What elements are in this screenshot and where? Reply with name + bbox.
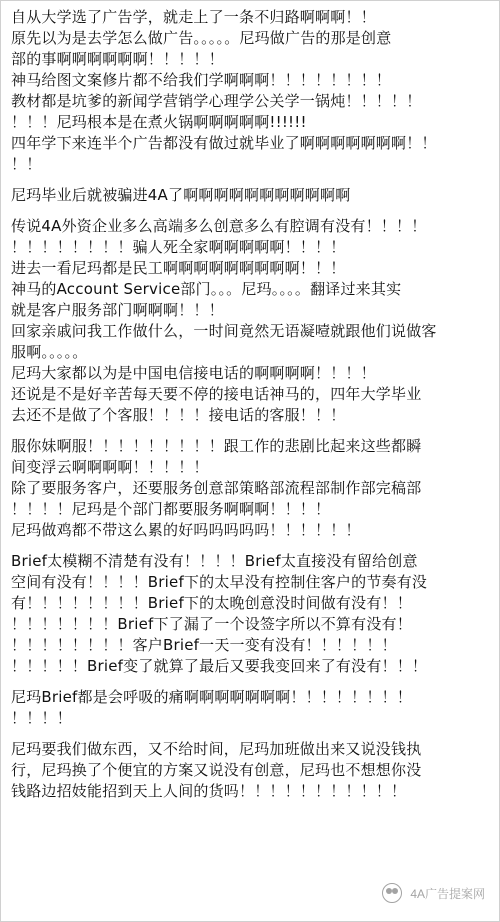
watermark-text: 4A广告提案网 bbox=[410, 886, 485, 901]
text-line: 服你妹啊服！！！！！！！！！跟工作的悲剧比起来这些都瞬 bbox=[11, 437, 422, 455]
text-line: 钱路边招妓能招到天上人间的货吗！！！！！！！！！！！ bbox=[11, 782, 407, 800]
text-line: ！！ bbox=[11, 155, 42, 173]
text-line: 教材都是坑爹的新闻学营销学心理学公关学一锅炖！！！！！ bbox=[11, 92, 422, 110]
text-line: 空间有没有！！！！Brief下的太早没有控制住客户的节奏有没 bbox=[11, 573, 428, 591]
text-line: 除了要服务客户，还要服务创意部策略部流程部制作部完稿部 bbox=[11, 479, 422, 497]
paragraph bbox=[11, 551, 489, 677]
text-line: 还说是不是好辛苦每天要不停的接电话神马的，四年大学毕业 bbox=[11, 385, 422, 403]
text-line: 尼玛Brief都是会呼吸的痛啊啊啊啊啊啊啊！！！！！！！！ bbox=[11, 688, 412, 706]
text-line: ！！！！！！！！骗人死全家啊啊啊啊啊！！！！ bbox=[11, 238, 346, 256]
text-line: 行，尼玛换了个便宜的方案又说没有创意，尼玛也不想想你没 bbox=[11, 761, 422, 779]
text-line: 回家亲戚问我工作做什么，一时间竟然无语凝噎就跟他们说做客 bbox=[11, 322, 437, 340]
text-line: ！！！！！！！Brief下了漏了一个设签字所以不算有没有！ bbox=[11, 615, 412, 633]
text-line: 有！！！！！！！！Brief下的太晚创意没时间做有没有！！ bbox=[11, 594, 412, 612]
text-line: ！！！！ bbox=[11, 709, 72, 727]
article-body bbox=[11, 7, 489, 812]
paragraph bbox=[11, 7, 489, 175]
watermark bbox=[382, 883, 487, 903]
text-line: 尼玛做鸡都不带这么累的好吗吗吗吗吗！！！！！！ bbox=[11, 521, 361, 539]
text-line: Brief太模糊不清楚有没有！！！！Brief太直接没有留给创意 bbox=[11, 552, 418, 570]
text-line: 去还不是做了个客服！！！！接电话的客服！！！ bbox=[11, 406, 346, 424]
paragraph bbox=[11, 687, 489, 729]
text-line: 就是客户服务部门啊啊啊！！！ bbox=[11, 301, 224, 319]
paragraph bbox=[11, 185, 489, 206]
text-line: 尼玛大家都以为是中国电信接电话的啊啊啊啊！！！！ bbox=[11, 364, 376, 382]
text-line: 神马给图文案修片都不给我们学啊啊啊！！！！！！！！ bbox=[11, 71, 392, 89]
text-line: 传说4A外资企业多么高端多么创意多么有腔调有没有！！！！ bbox=[11, 217, 427, 235]
text-line: 部的事啊啊啊啊啊啊！！！！！ bbox=[11, 50, 224, 68]
text-line: 间变浮云啊啊啊啊！！！！！ bbox=[11, 458, 209, 476]
text-line: ！！！！尼玛是个部门都要服务啊啊啊！！！！ bbox=[11, 500, 331, 518]
text-line: ！！！！！Brief变了就算了最后又要我变回来了有没有！！！ bbox=[11, 657, 428, 675]
text-line: ！！！！！！！！客户Brief一天一变有没有！！！！！！ bbox=[11, 636, 397, 654]
wechat-icon bbox=[382, 883, 402, 903]
text-line: 进去一看尼玛都是民工啊啊啊啊啊啊啊啊啊！！！ bbox=[11, 259, 346, 277]
text-line: 四年学下来连半个广告都没有做过就毕业了啊啊啊啊啊啊啊！！ bbox=[11, 134, 437, 152]
paragraph bbox=[11, 216, 489, 426]
text-line: 原先以为是去学怎么做广告。。。。。尼玛做广告的那是创意 bbox=[11, 29, 392, 47]
text-line: 神马的Account Service部门。。。尼玛。。。。翻译过来其实 bbox=[11, 280, 402, 298]
text-line: 尼玛要我们做东西，又不给时间，尼玛加班做出来又说没钱执 bbox=[11, 740, 422, 758]
text-line: 自从大学选了广告学，就走上了一条不归路啊啊啊！！ bbox=[11, 8, 376, 26]
text-line: 尼玛毕业后就被骗进4A了啊啊啊啊啊啊啊啊啊啊啊 bbox=[11, 186, 351, 204]
paragraph bbox=[11, 739, 489, 802]
text-line: ！！！尼玛根本是在煮火锅啊啊啊啊啊!!!!!! bbox=[11, 113, 307, 131]
text-line: 服啊。。。。。 bbox=[11, 343, 88, 361]
paragraph bbox=[11, 436, 489, 541]
